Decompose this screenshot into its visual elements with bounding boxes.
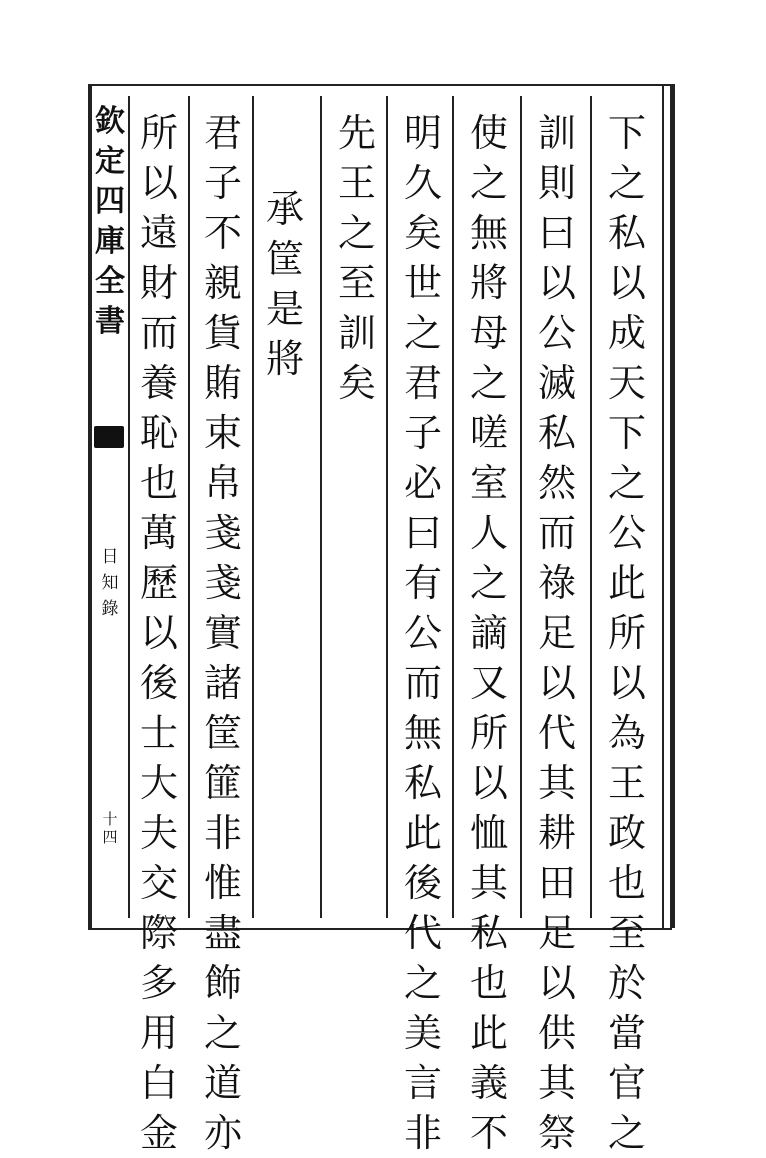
character: 筐 (265, 237, 304, 281)
character: 四 (95, 184, 125, 219)
character: 無 (403, 711, 442, 755)
character: 財 (139, 261, 178, 305)
character: 貨 (203, 311, 242, 355)
character: 書 (95, 304, 125, 339)
character: 君 (203, 111, 242, 155)
character: 實 (203, 611, 242, 655)
fishtail-mark-icon (94, 426, 124, 448)
column-rule (320, 96, 322, 918)
character: 之 (203, 1011, 242, 1055)
character: 歷 (139, 561, 178, 605)
character: 之 (469, 561, 508, 605)
character: 定 (95, 144, 125, 179)
character: 諸 (203, 661, 242, 705)
character: 代 (537, 711, 576, 755)
character: 道 (203, 1061, 242, 1105)
character: 有 (403, 561, 442, 605)
character: 錄 (101, 599, 119, 619)
character: 公 (537, 311, 576, 355)
character: 政 (607, 811, 646, 855)
character: 訓 (337, 311, 376, 355)
character: 也 (607, 861, 646, 905)
character: 代 (403, 911, 442, 955)
character: 以 (537, 661, 576, 705)
frame-inner-right-border (662, 84, 664, 928)
character: 私 (537, 411, 576, 455)
character: 使 (469, 111, 508, 155)
character: 所 (469, 711, 508, 755)
page-number (92, 810, 128, 846)
character: 十 (102, 810, 118, 828)
character: 公 (607, 511, 646, 555)
character: 祭 (537, 1111, 576, 1155)
character: 先 (337, 111, 376, 155)
column-rule (128, 96, 130, 918)
character: 則 (537, 161, 576, 205)
character: 白 (139, 1061, 178, 1105)
character: 此 (607, 561, 646, 605)
character: 嗟 (469, 411, 508, 455)
character: 所 (607, 611, 646, 655)
character: 其 (537, 1061, 576, 1105)
character: 矣 (403, 211, 442, 255)
character: 之 (469, 361, 508, 405)
character: 耕 (537, 811, 576, 855)
character: 親 (203, 261, 242, 305)
character: 之 (403, 311, 442, 355)
character: 君 (403, 361, 442, 405)
character: 母 (469, 311, 508, 355)
character: 盡 (203, 911, 242, 955)
character: 飾 (203, 961, 242, 1005)
character: 筐 (203, 711, 242, 755)
character: 此 (403, 811, 442, 855)
character: 不 (203, 211, 242, 255)
character: 王 (337, 161, 376, 205)
character: 後 (403, 861, 442, 905)
character: 篚 (203, 761, 242, 805)
character: 戔 (203, 511, 242, 555)
character: 用 (139, 1011, 178, 1055)
collection-title (92, 102, 128, 342)
character: 公 (403, 611, 442, 655)
character: 而 (537, 511, 576, 555)
character: 以 (537, 961, 576, 1005)
character: 將 (469, 261, 508, 305)
column-rule (386, 96, 388, 918)
character: 下 (607, 111, 646, 155)
character: 田 (537, 861, 576, 905)
column-rule (520, 96, 522, 918)
character: 欽 (95, 104, 125, 139)
character: 養 (139, 361, 178, 405)
character: 下 (607, 411, 646, 455)
character: 束 (203, 411, 242, 455)
character: 子 (203, 161, 242, 205)
character: 足 (537, 911, 576, 955)
character: 王 (607, 761, 646, 805)
character: 成 (607, 311, 646, 355)
character: 足 (537, 611, 576, 655)
character: 曰 (403, 511, 442, 555)
character: 惟 (203, 861, 242, 905)
character: 多 (139, 961, 178, 1005)
column-rule (252, 96, 254, 918)
character: 供 (537, 1011, 576, 1055)
character: 帛 (203, 461, 242, 505)
character: 至 (337, 261, 376, 305)
character: 全 (95, 264, 125, 299)
character: 私 (403, 761, 442, 805)
character: 世 (403, 261, 442, 305)
character: 然 (537, 461, 576, 505)
character: 以 (139, 611, 178, 655)
character: 也 (469, 961, 508, 1005)
character: 以 (537, 261, 576, 305)
character: 義 (469, 1061, 508, 1105)
character: 知 (101, 573, 119, 593)
character: 亦 (203, 1111, 242, 1155)
column-rule (452, 96, 454, 918)
character: 庫 (95, 224, 125, 259)
character: 人 (469, 511, 508, 555)
text-column (534, 108, 580, 1158)
character: 也 (139, 461, 178, 505)
book-spine (92, 96, 128, 918)
character: 私 (469, 911, 508, 955)
character: 所 (139, 111, 178, 155)
frame-outer-right-border (670, 84, 675, 928)
character: 際 (139, 911, 178, 955)
character: 曰 (537, 211, 576, 255)
heading-column (262, 184, 308, 384)
character: 交 (139, 861, 178, 905)
text-column (466, 108, 512, 1158)
character: 後 (139, 661, 178, 705)
character: 為 (607, 711, 646, 755)
character: 金 (139, 1111, 178, 1155)
character: 萬 (139, 511, 178, 555)
text-column (400, 108, 446, 1158)
character: 士 (139, 711, 178, 755)
character: 恤 (469, 811, 508, 855)
character: 非 (203, 811, 242, 855)
character: 恥 (139, 411, 178, 455)
character: 私 (607, 211, 646, 255)
book-title (92, 544, 128, 622)
character: 夫 (139, 811, 178, 855)
character: 而 (403, 661, 442, 705)
character: 四 (102, 828, 118, 846)
character: 又 (469, 661, 508, 705)
character: 訓 (537, 111, 576, 155)
character: 言 (403, 1061, 442, 1105)
character: 是 (265, 287, 304, 331)
column-rule (590, 96, 592, 918)
character: 以 (139, 161, 178, 205)
character: 其 (537, 761, 576, 805)
character: 戔 (203, 561, 242, 605)
character: 遠 (139, 211, 178, 255)
character: 明 (403, 111, 442, 155)
column-rule (188, 96, 190, 918)
character: 至 (607, 911, 646, 955)
character: 室 (469, 461, 508, 505)
character: 以 (607, 661, 646, 705)
character: 謫 (469, 611, 508, 655)
character: 而 (139, 311, 178, 355)
character: 祿 (537, 561, 576, 605)
character: 無 (469, 211, 508, 255)
character: 之 (607, 161, 646, 205)
character: 此 (469, 1011, 508, 1055)
character: 官 (607, 1061, 646, 1105)
character: 當 (607, 1011, 646, 1055)
character: 於 (607, 961, 646, 1005)
character: 久 (403, 161, 442, 205)
character: 非 (403, 1111, 442, 1155)
character: 美 (403, 1011, 442, 1055)
character: 將 (265, 337, 304, 381)
character: 天 (607, 361, 646, 405)
character: 矣 (337, 361, 376, 405)
character: 以 (469, 761, 508, 805)
character: 子 (403, 411, 442, 455)
character: 以 (607, 261, 646, 305)
character: 賄 (203, 361, 242, 405)
character: 日 (101, 547, 119, 567)
character: 之 (337, 211, 376, 255)
character: 其 (469, 861, 508, 905)
character: 不 (469, 1111, 508, 1155)
character: 滅 (537, 361, 576, 405)
character: 之 (469, 161, 508, 205)
text-column (200, 108, 246, 1158)
text-column (136, 108, 182, 1158)
character: 承 (265, 187, 304, 231)
text-column (604, 108, 650, 1158)
character: 之 (607, 1111, 646, 1155)
text-column (334, 108, 380, 408)
character: 必 (403, 461, 442, 505)
character: 大 (139, 761, 178, 805)
character: 之 (607, 461, 646, 505)
character: 之 (403, 961, 442, 1005)
